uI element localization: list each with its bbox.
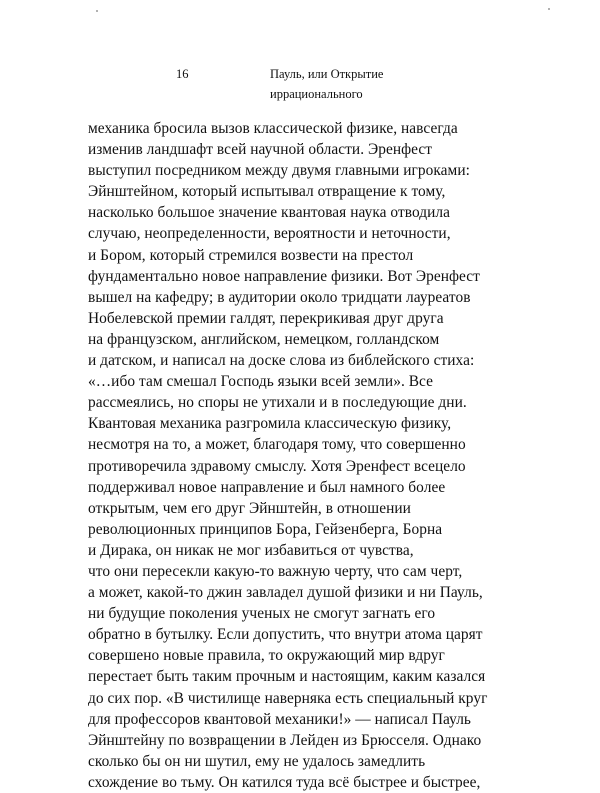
text-line: для профессоров квантовой механики!» — написал Пауль <box>88 710 471 728</box>
text-line: перестает быть таким прочным и настоящим, каким казался <box>88 668 486 686</box>
text-line: революционных принципов Бора, Гейзенберга, Борна <box>88 520 443 538</box>
text-line: Эйнштейном, который испытывал отвращение к тому, <box>88 183 446 201</box>
text-line: противоречила здравому смыслу. Хотя Эренфест всецело <box>88 457 466 475</box>
text-line: до сих пор. «В чистилище наверняка есть специальный круг <box>88 689 488 707</box>
text-line: на французском, английском, немецком, голландском <box>88 330 440 348</box>
text-line: что они пересекли какую-то важную черту, что сам черт, <box>88 562 463 580</box>
text-line: механика бросила вызов классической физике, навсегда <box>88 120 458 137</box>
running-title-line: Пауль, или Открытие <box>270 67 384 81</box>
text-line: совершено новые правила, то окружающий мир вдруг <box>88 647 445 665</box>
text-line: фундаментально новое направление физики. Вот Эренфест <box>88 267 480 285</box>
page-number: 16 <box>176 67 189 81</box>
scan-speck <box>96 10 98 12</box>
text-line: изменив ландшафт всей научной области. Эренфест <box>88 141 433 159</box>
body-text <box>88 118 558 793</box>
text-line: вышел на кафедру; в аудитории около тридцати лауреатов <box>88 288 471 306</box>
text-line: Квантовая механика разгромила классическую физику, <box>88 415 452 433</box>
text-line: насколько большое значение квантовая наука отводила <box>88 204 451 222</box>
text-line: открытым, чем его друг Эйнштейн, в отношении <box>88 499 411 517</box>
text-line: и Дирака, он никак не мог избавиться от чувства, <box>88 541 414 559</box>
text-line: поддерживал новое направление и был намного более <box>88 478 446 496</box>
text-line: и датском, и написал на доске слова из библейского стиха: <box>88 352 475 370</box>
text-line: рассмеялись, но споры не утихали и в последующие дни. <box>88 394 467 412</box>
running-title <box>270 64 410 104</box>
scan-speck <box>548 8 550 10</box>
text-line: а может, какой-то джин завладел душой физики и ни Пауль, <box>88 584 483 602</box>
text-line: ни будущие поколения ученых не смогут загнать его <box>88 605 436 623</box>
running-header <box>0 64 600 104</box>
text-line: и Бором, который стремился возвести на престол <box>88 246 414 264</box>
text-line: схождение во тьму. Он катился туда всё быстрее и быстрее, <box>88 773 481 791</box>
text-line: Эйнштейну по возвращении в Лейден из Брюсселя. Однако <box>88 731 482 749</box>
text-line: несмотря на то, а может, благодаря тому, что совершенно <box>88 436 466 454</box>
text-line: Нобелевской премии галдят, перекрикивая друг друга <box>88 309 444 327</box>
text-line: «…ибо там смешал Господь языки всей земли». Все <box>88 373 434 391</box>
text-line: случаю, неопределенности, вероятности и неточности, <box>88 225 451 243</box>
running-title-line: иррационального <box>270 87 363 101</box>
text-line: выступил посредником между двумя главными игроками: <box>88 162 470 180</box>
text-line: сколько бы он ни шутил, ему не удалось замедлить <box>88 752 426 770</box>
text-line: обратно в бутылку. Если допустить, что внутри атома царят <box>88 626 483 644</box>
